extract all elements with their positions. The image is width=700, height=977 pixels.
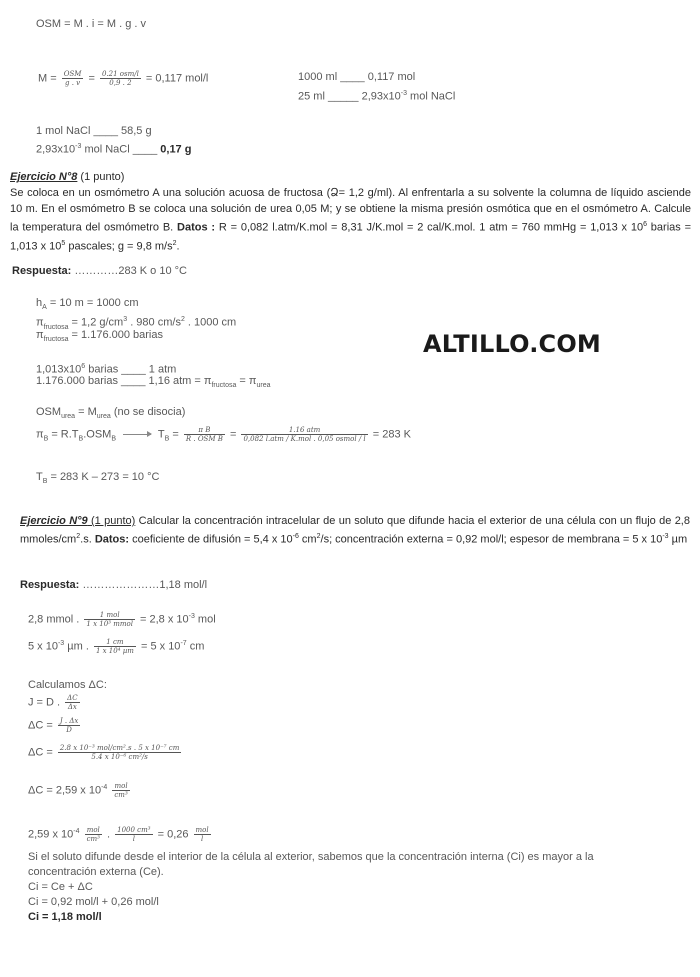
text: = 10 m = 1000 cm [46, 297, 139, 309]
final-temperature-line [36, 471, 159, 488]
numerator: 1 cm [94, 638, 136, 647]
text: µm . [64, 640, 89, 653]
denominator: cm³ [114, 791, 128, 800]
ci-line-3: Ci = 1,18 mol/l [28, 911, 102, 923]
text: T [36, 471, 43, 483]
numerator: 1.16 atm [241, 426, 367, 435]
statement-text: cm [298, 533, 317, 546]
answer-value: …………283 K o 10 °C [71, 265, 187, 277]
text: = 1.176.000 barias [68, 329, 163, 341]
denominator: D [66, 726, 72, 734]
numerator: 1 mol [84, 611, 135, 620]
conversion-mmol [28, 610, 216, 628]
exponent: -3 [57, 640, 65, 647]
numerator: 0.21 osm/l [101, 70, 139, 78]
ci-line-2: Ci = 0,92 mol/l + 0,26 mol/l [28, 896, 159, 908]
nacl-text: 2,93x10 [36, 143, 76, 156]
exponent: 6 [81, 363, 86, 370]
text: . [107, 828, 111, 841]
text: = M [75, 406, 97, 418]
exercise-9-statement [20, 513, 690, 548]
exponent: -7 [180, 640, 187, 647]
numerator: OSM [63, 70, 82, 78]
text: J = D . [28, 696, 61, 709]
fraction-osm-gv [62, 70, 84, 87]
text: π [36, 316, 44, 329]
text: .OSM [83, 428, 112, 441]
text: 2,59 x 10 [28, 828, 74, 841]
text: = [169, 428, 179, 441]
rule-line-2 [298, 87, 455, 104]
subscript: A [42, 304, 47, 312]
text: h [36, 297, 43, 309]
equals-sign: = [88, 72, 95, 85]
subscript: fructosa [43, 336, 69, 344]
text: . 1000 cm [184, 316, 237, 329]
text: ΔC = [28, 746, 53, 759]
exercise-9-answer [20, 579, 207, 592]
subscript: B [42, 478, 48, 486]
nacl-result: 0,17 g [160, 143, 192, 156]
conversion-line-2 [36, 375, 271, 392]
fraction-dc-dx [65, 694, 79, 711]
denominator: Δx [67, 703, 77, 711]
subscript: B [111, 435, 116, 443]
fraction-mol-mmol [84, 611, 135, 628]
fraction-pi-over-r-osm [184, 426, 225, 443]
numerator: J . Δx [59, 717, 79, 725]
numerator: mol [85, 826, 102, 835]
subscript: B [43, 435, 49, 443]
denominator: R . OSM B [185, 435, 223, 443]
statement-text: Calcular la concentración intracelular de un soluto que difunde hacia el exterior de una célula con un flujo de 2,8 mmoles/cm [20, 515, 690, 546]
text: = [229, 428, 237, 441]
statement-text: pascales; g = 9,8 m/s [65, 240, 173, 253]
subscript: B [164, 435, 170, 443]
calc-label: Calculamos ΔC: [28, 679, 107, 691]
fraction-mol-cm3 [112, 782, 129, 799]
molarity-result: = 0,117 mol/l [145, 72, 209, 85]
text: = π [236, 375, 257, 387]
denominator: 1 x 10⁴ µm [95, 647, 134, 656]
text: mol [194, 613, 216, 626]
text: ΔC = [28, 719, 53, 732]
datos-label: Datos : [177, 221, 216, 234]
numerator: π B [184, 426, 225, 435]
text: = 2,8 x 10 [140, 613, 189, 626]
text: cm [186, 640, 205, 653]
numerator: 2.8 x 10⁻³ mol/cm².s . 5 x 10⁻⁷ cm [59, 744, 180, 752]
statement-text: coeficiente de difusión = 5,4 x 10 [129, 533, 293, 546]
denominator: 0,9 . 2 [109, 79, 132, 87]
text: barias ____ 1 atm [85, 363, 177, 376]
text: 2,8 mmol . [28, 613, 80, 626]
conclusion-line-1: Si el soluto difunde desde el interior de la célula al exterior, sabemos que la concentración interna (Ci) es mayor a la [28, 851, 594, 863]
text: 5 x 10 [28, 640, 58, 653]
denominator: cm³ [86, 835, 100, 844]
exponent: -3 [75, 143, 82, 150]
exponent: 2 [316, 533, 321, 540]
rule-text: 25 ml _____ 2,93x10 [298, 90, 401, 103]
heading-text: Ejercicio N°9 [20, 515, 88, 527]
ci-line-1: Ci = Ce + ΔC [28, 881, 93, 893]
fraction-cm3-l [115, 826, 152, 843]
text: . 0,05 [313, 435, 334, 443]
text: = 283 K [372, 428, 411, 441]
statement-text: . [176, 240, 180, 253]
denominator: g . v [65, 79, 81, 87]
flux-equation [28, 694, 82, 711]
denominator: 1 x 10³ mmol [86, 620, 133, 629]
subscript: B [78, 435, 84, 443]
text: = 0,26 [157, 828, 189, 841]
unit-conversion-result [28, 825, 213, 843]
answer-label: Respuesta: [20, 579, 80, 591]
subscript: fructosa [43, 323, 69, 331]
text: ΔC = 2,59 x 10 [28, 784, 102, 797]
answer-label: Respuesta: [12, 265, 72, 277]
text: l.atm / K.mol [265, 435, 312, 443]
statement-text: /s; concentración externa = 0,92 mol/l; espesor de membrana = 5 x 10 [320, 533, 663, 546]
exponent: 3 [123, 316, 128, 323]
statement-text: barias = 1,013 x 10 [10, 221, 691, 253]
numerator: mol [112, 782, 129, 791]
numerator: mol [195, 826, 209, 835]
subscript: urea [96, 413, 111, 421]
exponent: -3 [662, 533, 669, 540]
points-text: (1 punto) [77, 171, 125, 183]
subscript: fructosa [211, 382, 237, 390]
denominator: l [132, 835, 135, 844]
right-arrow-icon [123, 434, 151, 435]
fraction-mol-l [194, 826, 211, 843]
text: π [36, 329, 44, 341]
height-line [36, 297, 139, 314]
fraction-values [100, 70, 141, 87]
exponent: 6 [643, 221, 647, 228]
altillo-logo: ALTILLO.COM [423, 330, 602, 358]
text: = 1,2 g/cm [68, 316, 124, 329]
delta-c-equation-1 [28, 717, 82, 734]
exponent: -4 [101, 784, 108, 791]
molarity-lhs: M = [38, 72, 57, 85]
exercise-8-heading [10, 169, 124, 185]
temperature-equation [36, 426, 411, 446]
text: 1,013x10 [36, 363, 82, 376]
denominator [241, 435, 367, 443]
text: π [36, 428, 44, 441]
nacl-line-2 [36, 140, 191, 157]
exponent: 2 [76, 533, 81, 540]
statement-text: µm [668, 533, 688, 546]
exponent: -6 [292, 533, 299, 540]
subscript: urea [61, 413, 76, 421]
exponent: 2 [172, 239, 177, 247]
answer-value: …………………1,18 mol/l [79, 579, 208, 591]
conversion-um [28, 637, 204, 655]
subscript: urea [256, 382, 271, 390]
osm-formula: OSM = M . i = M . g . v [36, 18, 147, 30]
exercise-8-statement [10, 185, 691, 254]
text: T [157, 428, 165, 441]
text: 1.176.000 barias ____ 1,16 atm = π [36, 375, 212, 387]
pressure-fructosa-line-2 [36, 329, 163, 346]
exponent: -3 [188, 613, 195, 620]
text: = 5 x 10 [140, 640, 181, 653]
fraction-delta-c-values [58, 744, 182, 761]
fraction-temperature-values [241, 426, 367, 443]
denominator: l [200, 835, 204, 844]
text: (no se disocia) [110, 406, 186, 418]
statement-text: .s. [80, 533, 95, 546]
heading-text: Ejercicio N°8 [10, 171, 78, 183]
statement-text: R = 0,082 l.atm/K.mol = 8,31 J/K.mol = 2 cal/K.mol. 1 atm = 760 mmHg = 1,013 x 10 [215, 221, 644, 234]
text: OSM [36, 406, 62, 418]
molarity-equation [38, 70, 208, 87]
text: osmol / l [335, 435, 366, 443]
fraction-cm-um [94, 638, 136, 655]
exponent: -4 [73, 828, 80, 835]
text: 0,082 [243, 435, 264, 443]
numerator: 1000 cm³ [117, 826, 151, 835]
exercise-8-answer [12, 265, 187, 278]
text: . 980 cm/s [127, 316, 181, 329]
text: = 283 K – 273 = 10 °C [47, 471, 160, 483]
exponent: -3 [400, 90, 407, 97]
delta-c-result [28, 781, 132, 799]
fraction-mol-cm3 [85, 826, 102, 843]
fraction-j-dx-over-d [58, 717, 80, 734]
nacl-text: mol NaCl ____ [81, 143, 161, 156]
nacl-line-1: 1 mol NaCl ____ 58,5 g [36, 125, 152, 137]
rule-line-1: 1000 ml ____ 0,117 mol [298, 71, 416, 83]
numerator: ΔC [67, 694, 78, 702]
osm-urea-line [36, 406, 185, 423]
rule-text: mol NaCl [406, 90, 456, 103]
exponent: 5 [61, 239, 66, 247]
points-text: (1 punto) [87, 515, 136, 527]
denominator: 5.4 x 10⁻⁶ cm²/s [91, 753, 148, 761]
exponent: 2 [180, 316, 185, 323]
delta-c-equation-2 [28, 744, 183, 761]
text: = R.T [48, 428, 79, 441]
statement-text: Se coloca en un osmómetro A una solución acuosa de fructosa (Ձ= 1,2 g/ml). Al enfrentarla a su solvente la columna de líquido asciende 10 m. En el osmómetro B se coloca una solución de urea 0,05 M; y se obtiene la misma presión osmótica que en el osmómetro A. Calcule la temperatura del osmómetro B. [10, 187, 691, 234]
conclusion-line-2: concentración externa (Ce). [28, 866, 164, 878]
datos-label: Datos: [94, 533, 130, 546]
